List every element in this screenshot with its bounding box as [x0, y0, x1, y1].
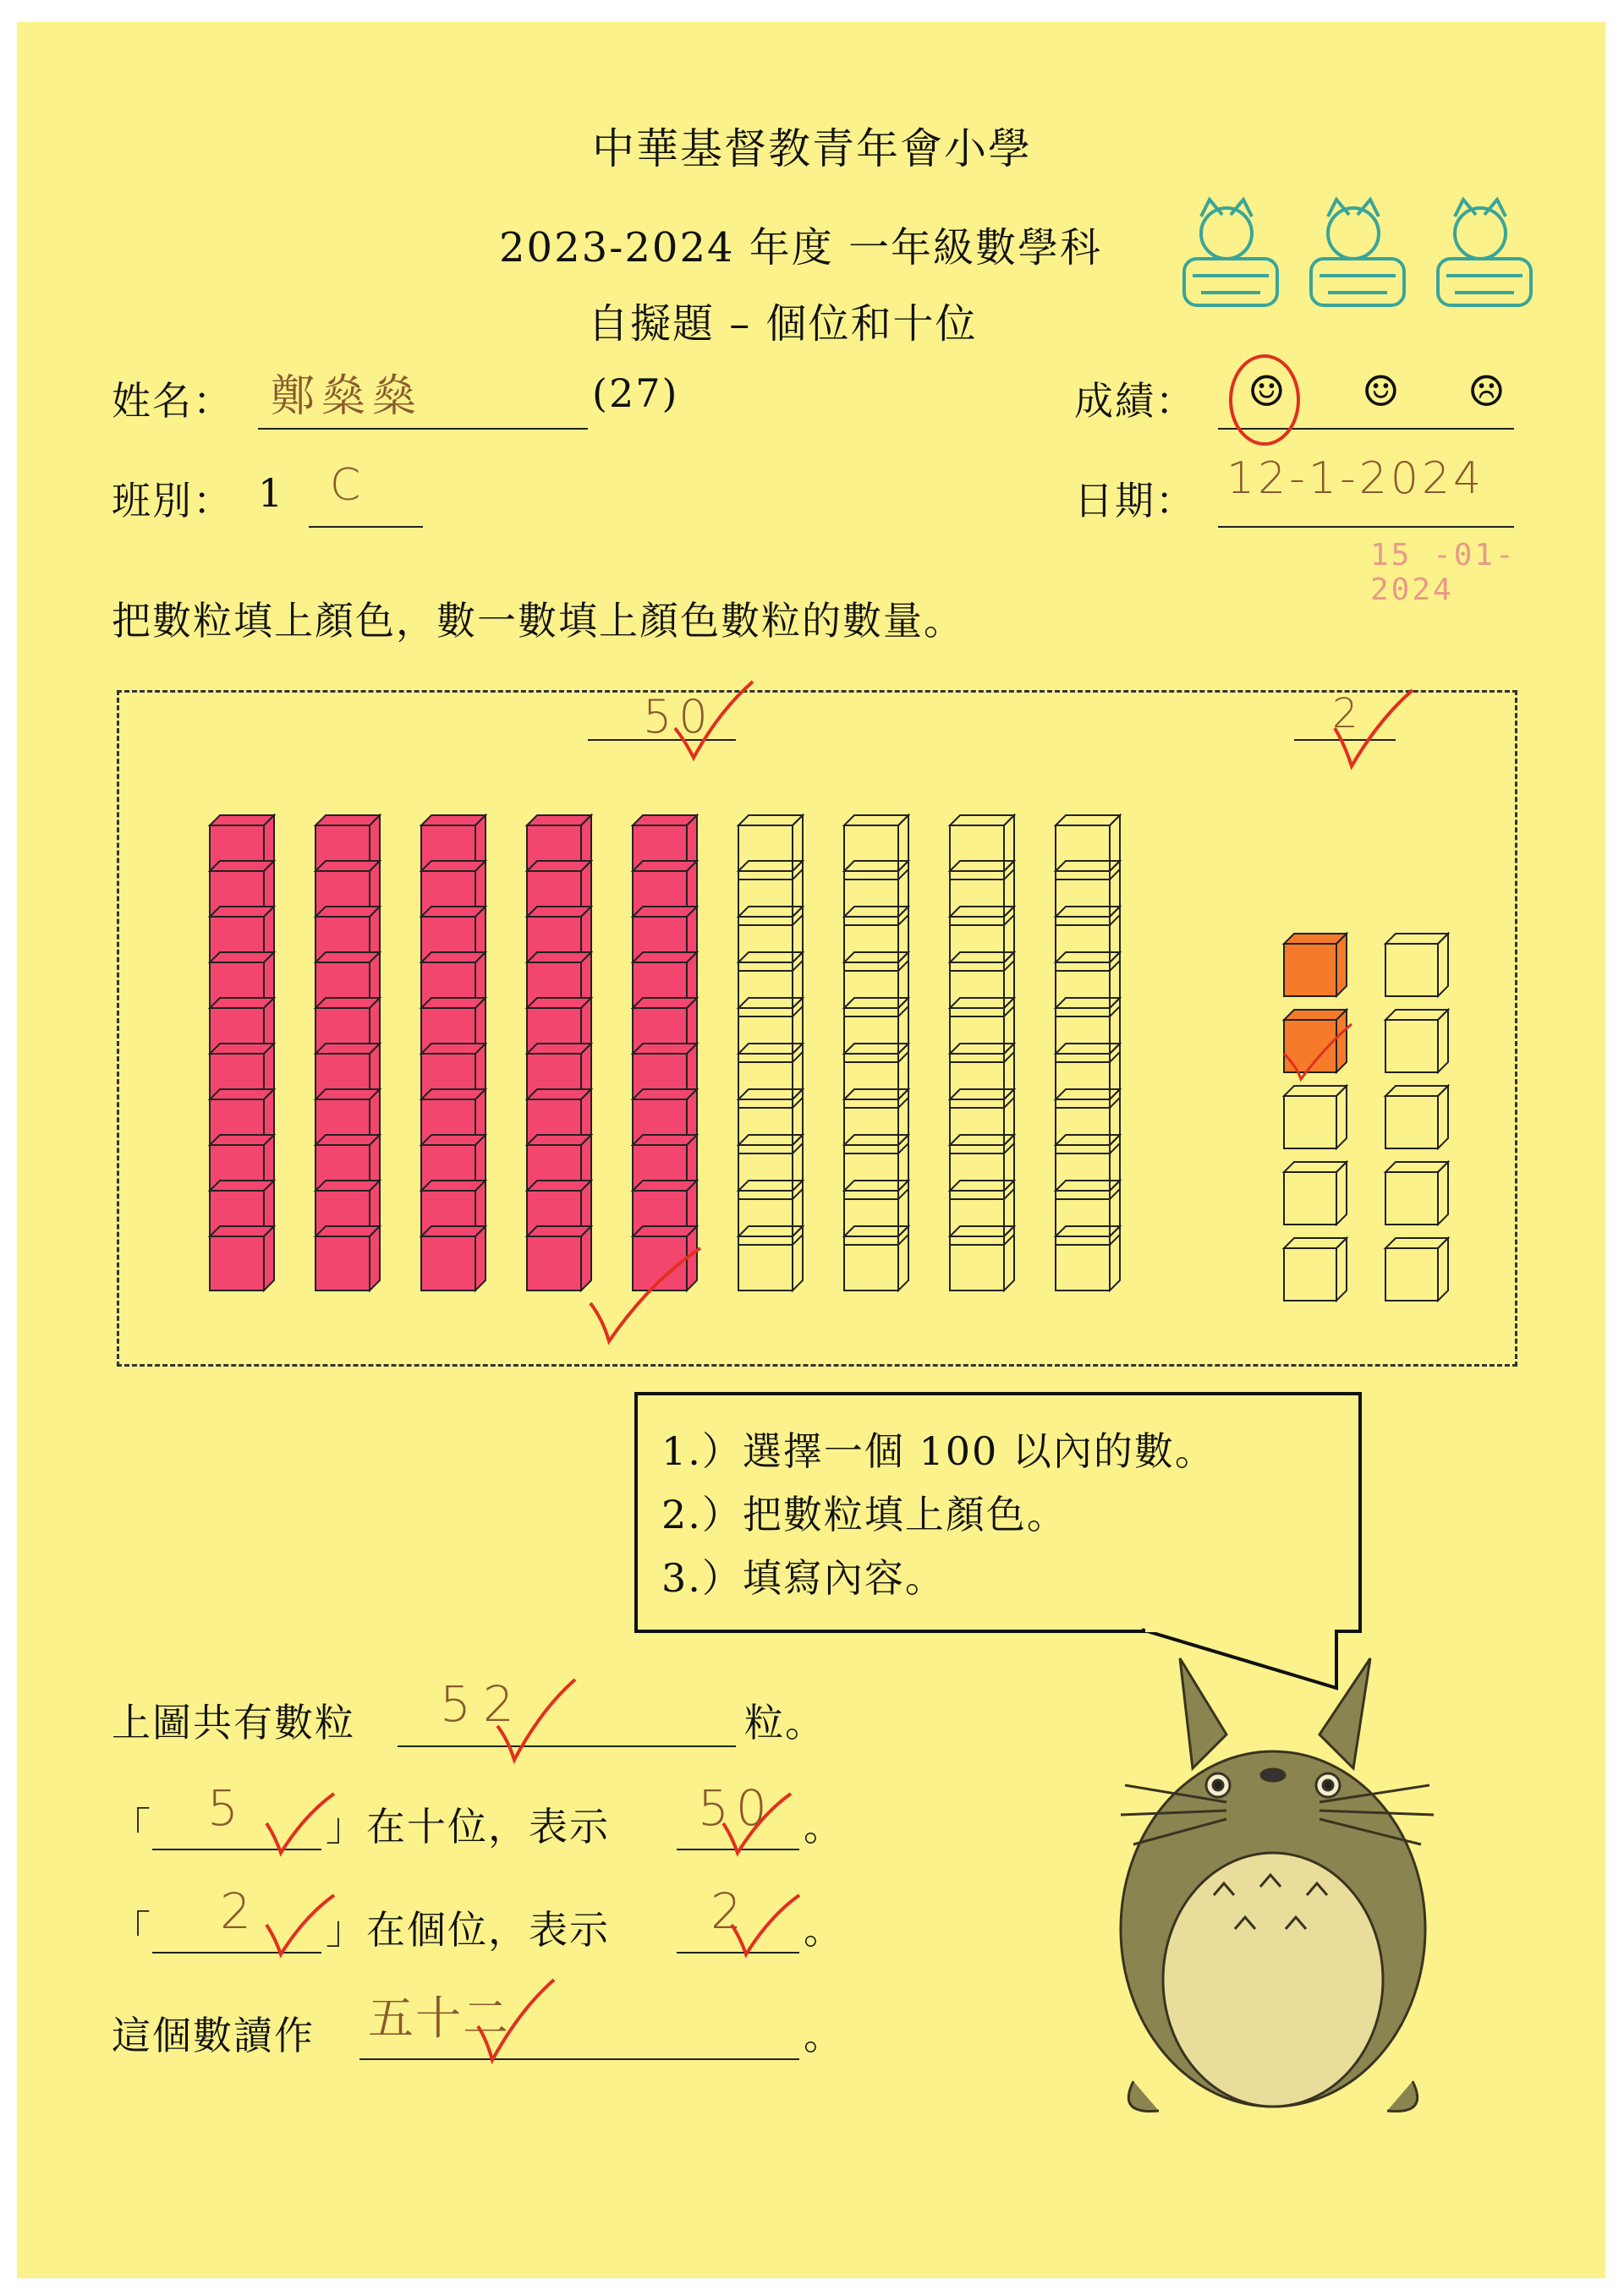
q3-value-check	[727, 1891, 804, 1959]
rod-cube	[738, 1226, 803, 1290]
totoro-illustration	[1100, 1641, 1455, 2123]
q1-check	[491, 1675, 584, 1768]
reward-stamps	[1159, 183, 1573, 326]
date-value: 12-1-2024	[1226, 453, 1485, 504]
q2-end: 。	[804, 1804, 844, 1849]
q2-mid: 」在十位，表示	[326, 1804, 610, 1849]
ten-rod-1	[210, 815, 274, 1290]
rod-cube	[315, 1226, 380, 1290]
rod-cube	[844, 1226, 908, 1290]
class-underline	[309, 526, 423, 528]
ten-rod-6	[738, 815, 803, 1290]
q4-prefix: 這個數讀作	[112, 2013, 315, 2058]
grade-face-neutral: ☺	[1362, 367, 1402, 416]
q1-answer: 52	[440, 1675, 526, 1733]
name-value: 鄭燊燊	[271, 371, 424, 422]
q1-prefix: 上圖共有數粒	[112, 1700, 355, 1745]
q2-value-check	[719, 1789, 795, 1857]
grade-face-sad: ☹	[1468, 367, 1507, 416]
q3-end: 。	[804, 1907, 844, 1953]
q3-mid: 」在個位，表示	[326, 1907, 610, 1953]
rod-cube	[1056, 1226, 1120, 1290]
class-value: C	[330, 460, 368, 511]
date-underline	[1218, 526, 1514, 528]
worksheet	[17, 22, 1605, 2278]
unit-cube	[1385, 1238, 1448, 1301]
one-cube-6	[1385, 934, 1448, 996]
unit-cube	[1284, 934, 1347, 996]
ten-rod-7	[844, 815, 908, 1290]
bubble-item-2: 2.）把數粒填上顏色。	[661, 1492, 1067, 1537]
ten-rod-4	[527, 815, 591, 1290]
q3-open: 「	[112, 1907, 152, 1953]
name-label: 姓名：	[112, 378, 233, 424]
class-grade-prefix: 1	[258, 470, 285, 516]
ten-rod-2	[315, 815, 380, 1290]
ten-rod-8	[950, 815, 1014, 1290]
q4-line	[359, 2058, 799, 2060]
school-title: 中華基督教青年會小學	[592, 124, 1032, 173]
unit-cube	[1385, 1086, 1448, 1148]
ten-rod-3	[421, 815, 486, 1290]
bubble-item-1: 1.）選擇一個 100 以內的數。	[661, 1428, 1215, 1474]
unit-cube	[1385, 1010, 1448, 1072]
grade-circle-mark	[1218, 348, 1311, 458]
grade-face-happy: ☺	[1248, 367, 1287, 416]
q3-digit: 2	[220, 1882, 258, 1940]
unit-cube	[1284, 1086, 1347, 1148]
rod-cube	[210, 1226, 274, 1290]
q3-value: 2	[710, 1882, 749, 1940]
ones-answer: 2	[1332, 690, 1365, 737]
one-cube-3	[1284, 1086, 1347, 1148]
grade-label: 成績：	[1074, 378, 1196, 424]
q2-open: 「	[112, 1804, 152, 1849]
unit-cube	[1284, 1162, 1347, 1225]
one-cube-4	[1284, 1162, 1347, 1225]
ten-rod-5	[633, 815, 697, 1290]
bubble-item-3: 3.）填寫內容。	[661, 1555, 946, 1601]
unit-cube	[1385, 1162, 1448, 1225]
unit-cube	[1385, 934, 1448, 996]
class-number: (27)	[592, 370, 679, 416]
one-cube-9	[1385, 1162, 1448, 1225]
instruction-text: 把數粒填上顏色，數一數填上顏色數粒的數量。	[112, 598, 964, 644]
q1-suffix: 粒。	[744, 1700, 826, 1745]
rod-cube	[421, 1226, 486, 1290]
ten-rod-9	[1056, 815, 1120, 1290]
topic-title: 自擬題 – 個位和十位	[588, 300, 978, 348]
one-cube-7	[1385, 1010, 1448, 1072]
one-cube-5	[1284, 1238, 1347, 1301]
class-label: 班別：	[112, 478, 233, 523]
year-subject: 2023-2024 年度 一年級數學科	[499, 224, 1103, 271]
rod-cube	[950, 1226, 1014, 1290]
tens-answer: 50	[643, 690, 715, 743]
instruction-bubble	[634, 1392, 1362, 1633]
one-cube-8	[1385, 1086, 1448, 1148]
rod-cube	[527, 1226, 591, 1290]
date-label: 日期：	[1074, 478, 1196, 523]
unit-cube	[1284, 1238, 1347, 1301]
name-underline	[258, 428, 588, 430]
q4-answer: 五十二	[368, 1992, 510, 2045]
received-date-stamp: 15 -01- 2024	[1370, 538, 1517, 607]
one-cube-10	[1385, 1238, 1448, 1301]
one-cube-1	[1284, 934, 1347, 996]
q2-digit: 5	[207, 1779, 245, 1837]
base-ten-blocks	[117, 690, 1517, 1367]
q4-check	[474, 1975, 558, 2069]
q4-end: 。	[804, 2013, 844, 2058]
q2-value: 50	[698, 1779, 774, 1837]
